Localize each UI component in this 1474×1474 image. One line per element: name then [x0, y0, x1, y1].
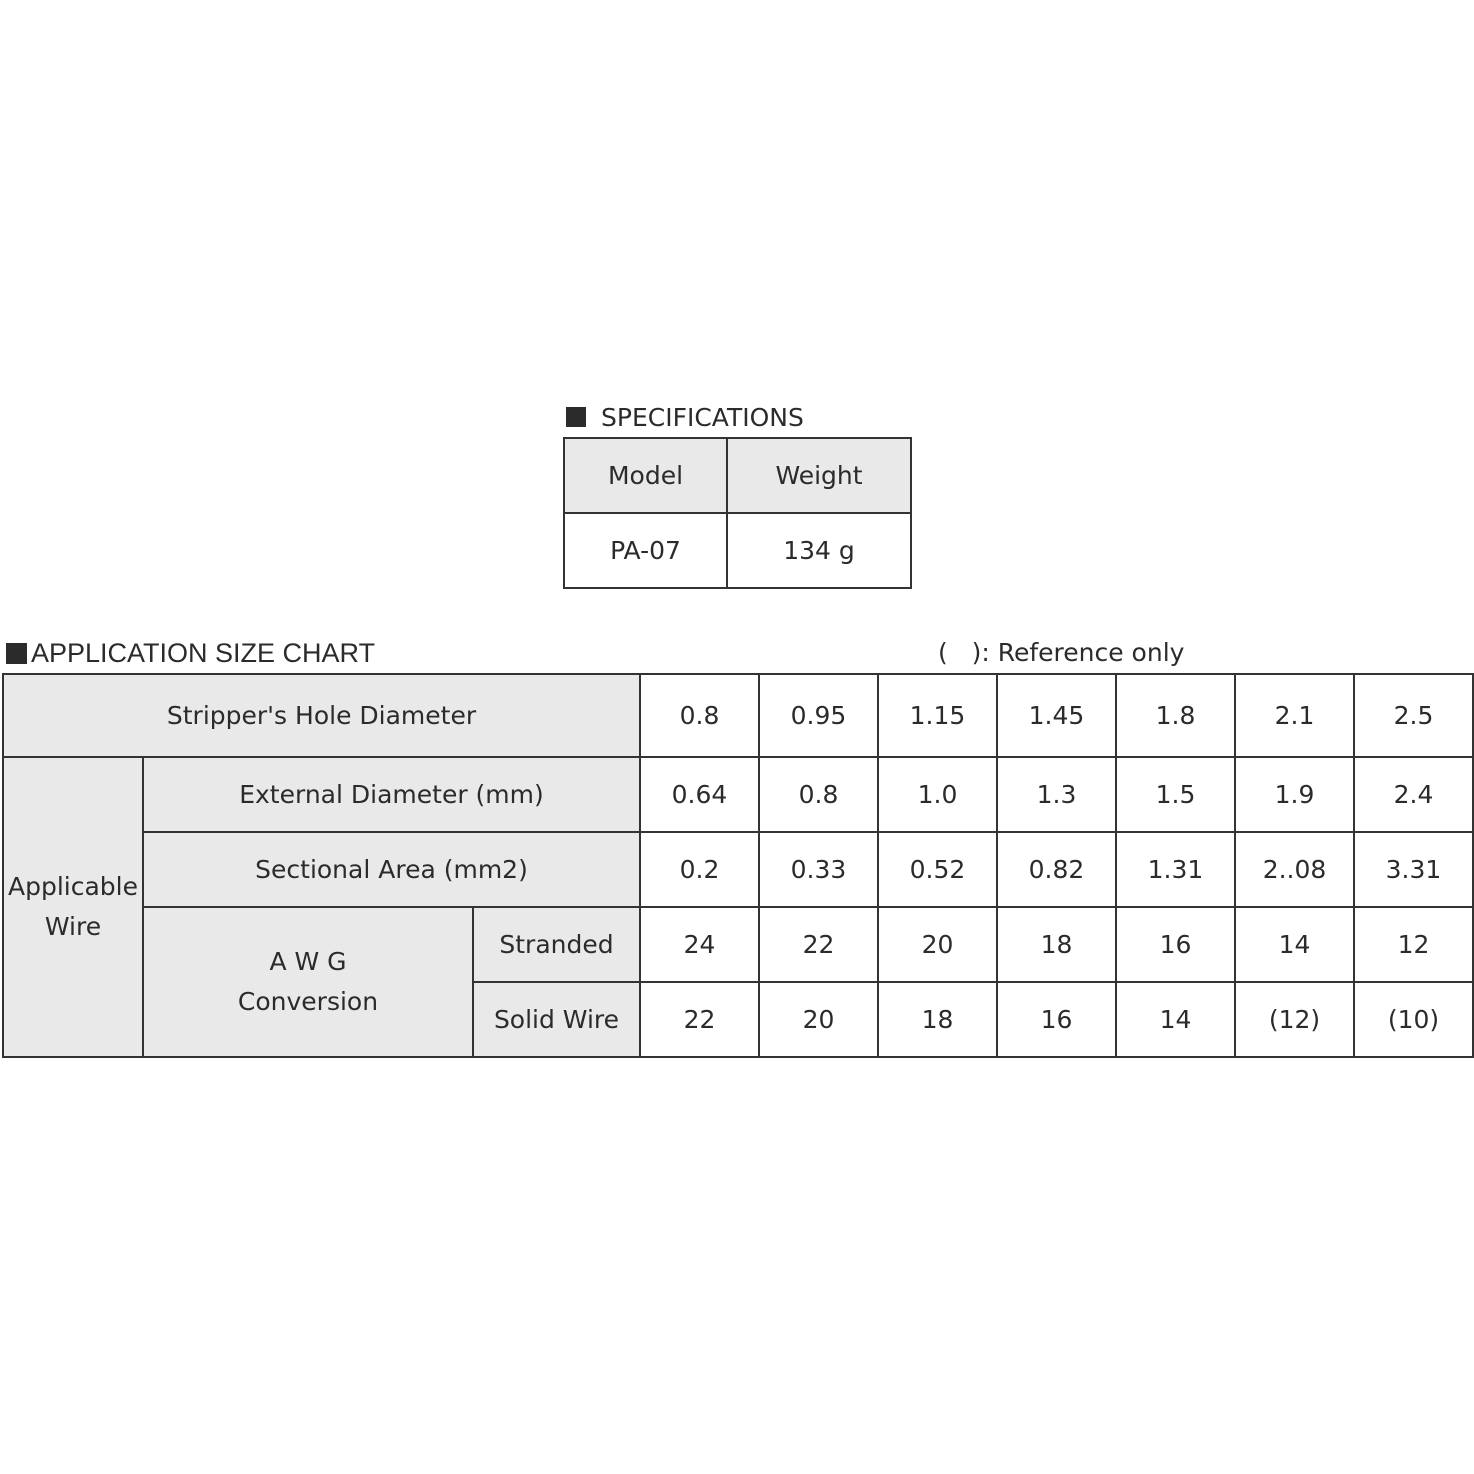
hole-diameter-cell: 2.1 [1235, 674, 1354, 757]
stranded-cell: 12 [1354, 907, 1473, 982]
sectional-area-cell: 1.31 [1116, 832, 1235, 907]
hole-diameter-cell: 0.95 [759, 674, 878, 757]
hole-diameter-cell: 0.8 [640, 674, 759, 757]
hole-diameter-cell: 1.45 [997, 674, 1116, 757]
specifications-value-row [564, 513, 911, 588]
applicable-wire-label: Applicable Wire [3, 757, 143, 1057]
external-diameter-cell: 1.0 [878, 757, 997, 832]
external-diameter-cell: 0.64 [640, 757, 759, 832]
stranded-cell: 20 [878, 907, 997, 982]
sectional-area-cell: 0.82 [997, 832, 1116, 907]
specifications-title: SPECIFICATIONS [601, 402, 804, 432]
sectional-area-row [3, 832, 1473, 907]
sectional-area-cell: 0.33 [759, 832, 878, 907]
awg-stranded-row [3, 907, 1473, 982]
solid-wire-cell: 22 [640, 982, 759, 1057]
size-chart-title: APPLICATION SIZE CHART [31, 637, 376, 668]
model-header: Model [564, 438, 727, 513]
sectional-area-cell: 0.2 [640, 832, 759, 907]
model-value: PA-07 [564, 513, 727, 588]
specifications-header-row [564, 438, 911, 513]
sectional-area-label: Sectional Area (mm2) [143, 832, 640, 907]
size-chart-heading [6, 636, 375, 670]
hole-diameter-cell: 2.5 [1354, 674, 1473, 757]
solid-wire-cell: 20 [759, 982, 878, 1057]
sectional-area-cell: 2..08 [1235, 832, 1354, 907]
solid-wire-cell: 14 [1116, 982, 1235, 1057]
sectional-area-cell: 0.52 [878, 832, 997, 907]
specifications-heading [566, 400, 804, 434]
stranded-cell: 24 [640, 907, 759, 982]
hole-diameter-cell: 1.8 [1116, 674, 1235, 757]
heading-square-icon [6, 643, 27, 664]
external-diameter-label: External Diameter (mm) [143, 757, 640, 832]
weight-header: Weight [727, 438, 911, 513]
hole-diameter-cell: 1.15 [878, 674, 997, 757]
solid-wire-cell: (12) [1235, 982, 1354, 1057]
stranded-cell: 14 [1235, 907, 1354, 982]
stranded-cell: 22 [759, 907, 878, 982]
external-diameter-cell: 1.5 [1116, 757, 1235, 832]
external-diameter-cell: 0.8 [759, 757, 878, 832]
heading-square-icon [566, 407, 586, 427]
specifications-table [563, 437, 912, 589]
solid-wire-cell: (10) [1354, 982, 1473, 1057]
solid-wire-cell: 18 [878, 982, 997, 1057]
external-diameter-cell: 2.4 [1354, 757, 1473, 832]
stranded-cell: 16 [1116, 907, 1235, 982]
awg-conversion-label: A W G Conversion [143, 907, 473, 1057]
external-diameter-row [3, 757, 1473, 832]
application-size-table [2, 673, 1474, 1058]
external-diameter-cell: 1.3 [997, 757, 1116, 832]
stranded-cell: 18 [997, 907, 1116, 982]
external-diameter-cell: 1.9 [1235, 757, 1354, 832]
weight-value: 134 g [727, 513, 911, 588]
reference-note: ( ): Reference only [938, 638, 1185, 667]
hole-diameter-row [3, 674, 1473, 757]
solid-wire-label: Solid Wire [473, 982, 640, 1057]
hole-diameter-label: Stripper's Hole Diameter [3, 674, 640, 757]
sectional-area-cell: 3.31 [1354, 832, 1473, 907]
stranded-label: Stranded [473, 907, 640, 982]
solid-wire-cell: 16 [997, 982, 1116, 1057]
